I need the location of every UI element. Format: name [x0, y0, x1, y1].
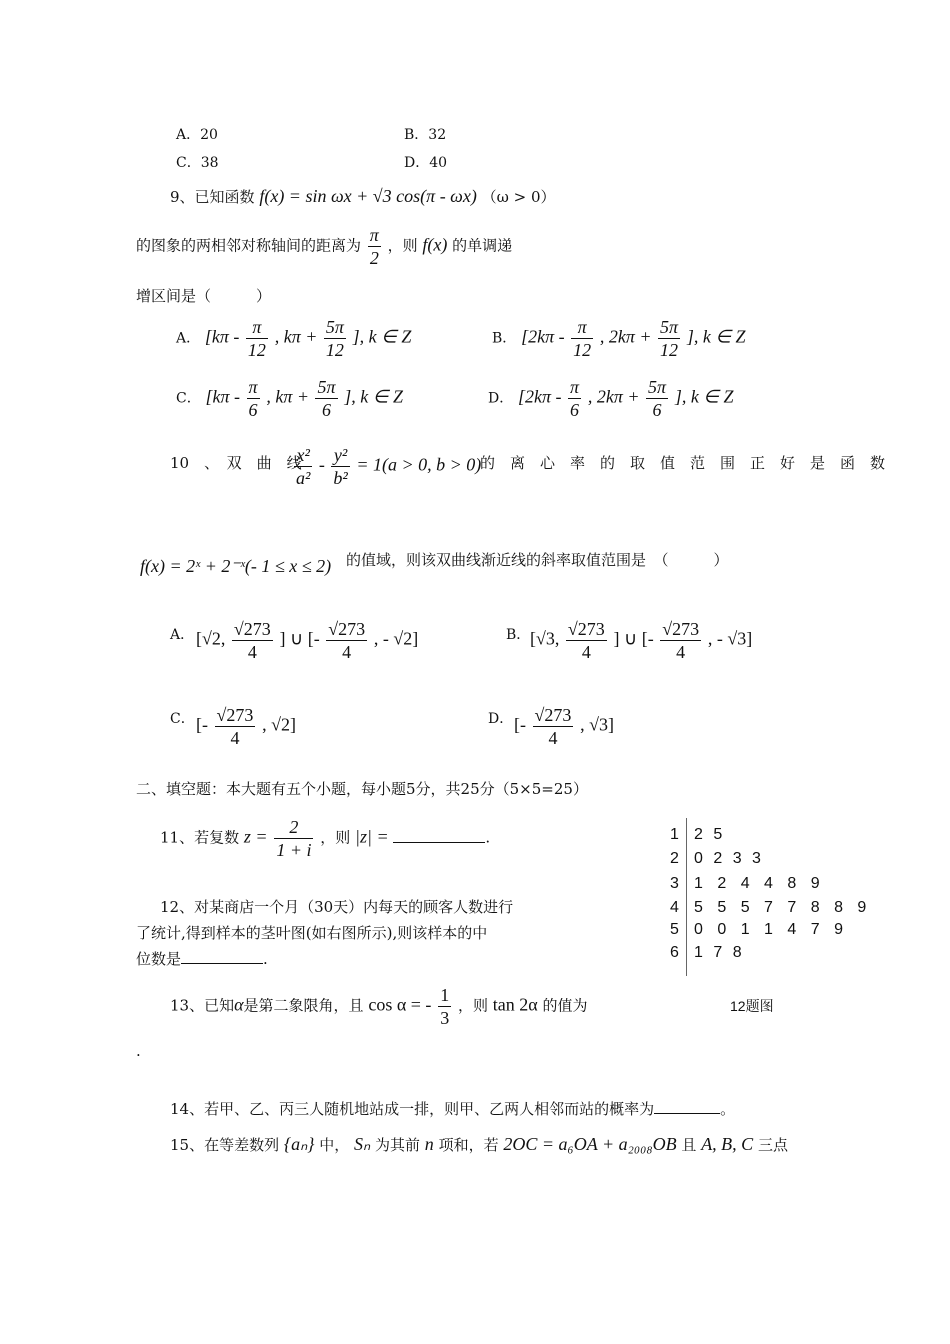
option-mid: ] ∪ [- [279, 628, 325, 649]
option-suffix: ], k ∈ Z [674, 386, 734, 407]
option-suffix: , √2] [262, 714, 297, 735]
q10-frac-x [294, 444, 312, 489]
q10-option-a-label: A． [170, 627, 195, 643]
q9-function: f(x) = sin ωx + √3 cos(π - ωx) [259, 186, 477, 206]
q13-alpha: α [234, 994, 244, 1015]
stemleaf-leaves-2: 0 2 3 3 [694, 850, 761, 867]
q11-text: 11、若复数 [160, 828, 240, 847]
option-prefix: [2kπ - [518, 386, 567, 407]
q13-mid2: ，则 [457, 996, 488, 1015]
stemleaf-stem-6: 6 [670, 944, 679, 961]
option-mid: , kπ + [274, 326, 322, 347]
q10-line2: 的值域，则该双曲线渐近线的斜率取值范围是 （ ） [346, 551, 729, 569]
frac-den: 4 [247, 642, 257, 662]
option-frac1 [568, 376, 581, 421]
option-suffix: , - √2] [373, 628, 419, 649]
stemleaf-leaves-5: 0 0 1 1 4 7 9 [694, 921, 843, 938]
q10-hyperbola [292, 444, 481, 489]
option-frac1 [215, 704, 256, 749]
option-frac1 [571, 316, 593, 361]
frac-num: √273 [534, 705, 572, 725]
q15-vector-equation: 2OC = a₆OA + a₂₀₀₈OB [503, 1134, 677, 1154]
q15-sn: Sₙ [354, 1134, 371, 1154]
frac-num: 2 [274, 816, 313, 839]
frac-den: 12 [247, 340, 266, 360]
option-mid: , 2kπ + [587, 386, 644, 407]
option-mid: ] ∪ [- [613, 628, 659, 649]
q13-text: 13、已知 [170, 996, 235, 1015]
option-suffix: , - √3] [707, 628, 753, 649]
option-frac2 [324, 316, 346, 361]
q15-end: 三点 [757, 1136, 788, 1154]
q8-option-c: C．38 [176, 155, 219, 171]
q13-mid: 是第二象限角，且 [243, 996, 364, 1015]
option-frac2 [315, 376, 337, 421]
stemleaf-stem-1: 1 [670, 826, 679, 843]
section-2-heading: 二、填空题：本大题有五个小题，每小题5分，共25分（5×5=25） [136, 780, 588, 798]
q15-mid4: 且 [681, 1136, 697, 1154]
stemleaf-leaves-3: 1 2 4 4 8 9 [694, 875, 820, 892]
frac-den: 6 [652, 400, 662, 420]
frac-den: 12 [325, 340, 344, 360]
frac-den: 12 [660, 340, 679, 360]
frac-num: π [571, 316, 593, 339]
option-frac2 [646, 376, 668, 421]
stemleaf-stem-2: 2 [670, 850, 679, 867]
q10-function: f(x) = 2ˣ + 2⁻ˣ(- 1 ≤ x ≤ 2) [140, 556, 332, 576]
stemleaf-caption: 12题图 [730, 998, 774, 1014]
q8-option-b: B．32 [404, 127, 447, 143]
q9-condition: （ω > 0） [481, 188, 556, 206]
q9-number: 9、已知函数 [170, 188, 255, 206]
q15-mid2: 为其前 [374, 1136, 420, 1154]
q14-answer-blank[interactable] [654, 1113, 720, 1114]
stemleaf-leaves-1: 2 5 [694, 826, 723, 843]
q15 [170, 1134, 788, 1155]
frac-den: 4 [548, 728, 558, 748]
q9-line2c: 的单调递 [452, 236, 513, 255]
q8-option-d: D．40 [404, 155, 448, 171]
q12-line3-text: 位数是 [136, 950, 182, 968]
frac-num: √273 [233, 619, 271, 639]
option-frac2 [326, 618, 367, 663]
q12-end: . [263, 950, 268, 968]
q9-frac-num: π [369, 225, 379, 245]
frac-den: b² [333, 468, 348, 488]
q15-n: n [424, 1134, 434, 1154]
frac-num: 1 [440, 985, 450, 1005]
minus-sign: - [314, 454, 330, 475]
q15-an: {aₙ} [283, 1134, 315, 1154]
q11 [160, 816, 490, 861]
q13-tan: tan 2α [492, 994, 538, 1015]
frac-num: √273 [328, 619, 366, 639]
q11-z: z = [243, 826, 268, 847]
q10-tail: 的 离 心 率 的 取 值 范 围 正 好 是 函 数 [480, 454, 886, 472]
q9-line2 [136, 224, 512, 269]
q10-option-a [196, 618, 418, 663]
q14 [170, 1098, 735, 1119]
option-prefix: [2kπ - [521, 326, 570, 347]
stemleaf-leaves-6: 1 7 8 [694, 944, 742, 961]
frac-num: π [246, 316, 268, 339]
q14-end: 。 [720, 1100, 736, 1118]
q9-line2a: 的图象的两相邻对称轴间的距离为 [136, 236, 362, 255]
q9-stem [170, 186, 556, 207]
q9-option-b [492, 316, 746, 361]
q13-cos: cos α = - [368, 994, 432, 1015]
q11-end: . [485, 828, 491, 847]
q15-points: A, B, C [701, 1134, 754, 1154]
option-prefix: [kπ - [204, 326, 244, 347]
q9-line2b: ，则 [387, 236, 418, 255]
frac-num: 5π [660, 317, 679, 337]
frac-num: 5π [325, 317, 344, 337]
q11-mid: ，则 [320, 828, 351, 847]
option-mid: , 2kπ + [599, 326, 657, 347]
frac-den: 4 [342, 642, 352, 662]
option-suffix: ], k ∈ Z [686, 326, 746, 347]
option-label: B． [492, 330, 517, 347]
option-frac1 [533, 704, 574, 749]
frac-den: 3 [440, 1008, 450, 1028]
q13-fraction [438, 984, 451, 1029]
q9-fx: f(x) [422, 234, 448, 255]
q9-option-d [488, 376, 734, 421]
q13-dot: . [136, 1042, 141, 1060]
frac-num: √273 [567, 619, 605, 639]
frac-num: π [570, 377, 580, 397]
q13 [170, 984, 588, 1029]
frac-den: 6 [570, 400, 580, 420]
option-frac1 [247, 376, 260, 421]
frac-num: y² [331, 444, 349, 467]
q12-line3 [136, 948, 268, 969]
q10-condition: = 1(a > 0, b > 0) [351, 454, 482, 475]
stemleaf-stem-5: 5 [670, 921, 679, 938]
frac-num: √273 [216, 705, 254, 725]
option-label: C． [176, 390, 201, 407]
option-mid: , kπ + [266, 386, 314, 407]
frac-den: 4 [676, 642, 686, 662]
frac-num: √273 [662, 619, 700, 639]
q10-option-b-label: B． [506, 627, 531, 643]
q12-answer-blank[interactable] [181, 963, 263, 964]
frac-den: 4 [230, 728, 240, 748]
q11-abs: |z| = [355, 826, 389, 847]
frac-num: 5π [317, 377, 336, 397]
q10-option-c [196, 704, 296, 749]
option-prefix: [√3, [530, 628, 564, 649]
q13-end: 的值为 [542, 996, 588, 1015]
frac-den: 6 [322, 400, 331, 420]
q9-frac-den: 2 [369, 248, 379, 268]
q9-fraction [368, 224, 381, 269]
frac-num: x² [294, 444, 312, 467]
option-label: D． [488, 390, 514, 407]
option-frac1 [566, 618, 607, 663]
option-frac2 [660, 618, 701, 663]
q9-option-a [176, 316, 411, 361]
q11-answer-blank[interactable] [393, 842, 485, 843]
q12-line1: 12、对某商店一个月（30天）内每天的顾客人数进行 [160, 898, 514, 916]
option-suffix: ], k ∈ Z [344, 386, 403, 407]
frac-den: 6 [248, 400, 258, 420]
frac-num: π [248, 377, 258, 397]
q10-number: 10 、 双 曲 线 [170, 454, 302, 472]
option-prefix: [- [196, 714, 213, 735]
stemleaf-stem-3: 3 [670, 875, 679, 892]
q10-option-c-label: C． [170, 711, 195, 727]
option-suffix: , √3] [580, 714, 615, 735]
q10-option-b [530, 618, 752, 663]
q12-line2: 了统计,得到样本的茎叶图(如右图所示),则该样本的中 [136, 924, 488, 942]
q15-mid: 中， [319, 1136, 350, 1154]
option-frac1 [246, 316, 268, 361]
q15-text: 15、在等差数列 [170, 1136, 280, 1154]
q11-fraction [274, 816, 313, 861]
frac-num: 5π [648, 377, 667, 397]
q10-frac-y [331, 444, 349, 489]
option-prefix: [√2, [196, 628, 230, 649]
stemleaf-leaves-4: 5 5 5 7 7 8 8 9 [694, 899, 867, 916]
q9-option-c [176, 376, 403, 421]
frac-den: 1 + i [276, 840, 312, 860]
frac-den: 4 [581, 642, 591, 662]
frac-den: a² [296, 468, 311, 488]
q15-mid3: 项和，若 [438, 1136, 499, 1154]
option-frac1 [232, 618, 273, 663]
option-frac2 [658, 316, 680, 361]
option-label: A． [176, 330, 201, 347]
stemleaf-divider [686, 818, 687, 976]
option-prefix: [kπ - [205, 386, 245, 407]
q8-option-a: A．20 [176, 127, 218, 143]
stemleaf-stem-4: 4 [670, 899, 679, 916]
q9-line3: 增区间是（ ） [136, 287, 272, 305]
option-suffix: ], k ∈ Z [352, 326, 412, 347]
q10-option-d [514, 704, 614, 749]
q14-text: 14、若甲、乙、丙三人随机地站成一排，则甲、乙两人相邻而站的概率为 [170, 1100, 655, 1118]
option-prefix: [- [514, 714, 531, 735]
q10-option-d-label: D． [488, 711, 514, 727]
frac-den: 12 [573, 340, 592, 360]
